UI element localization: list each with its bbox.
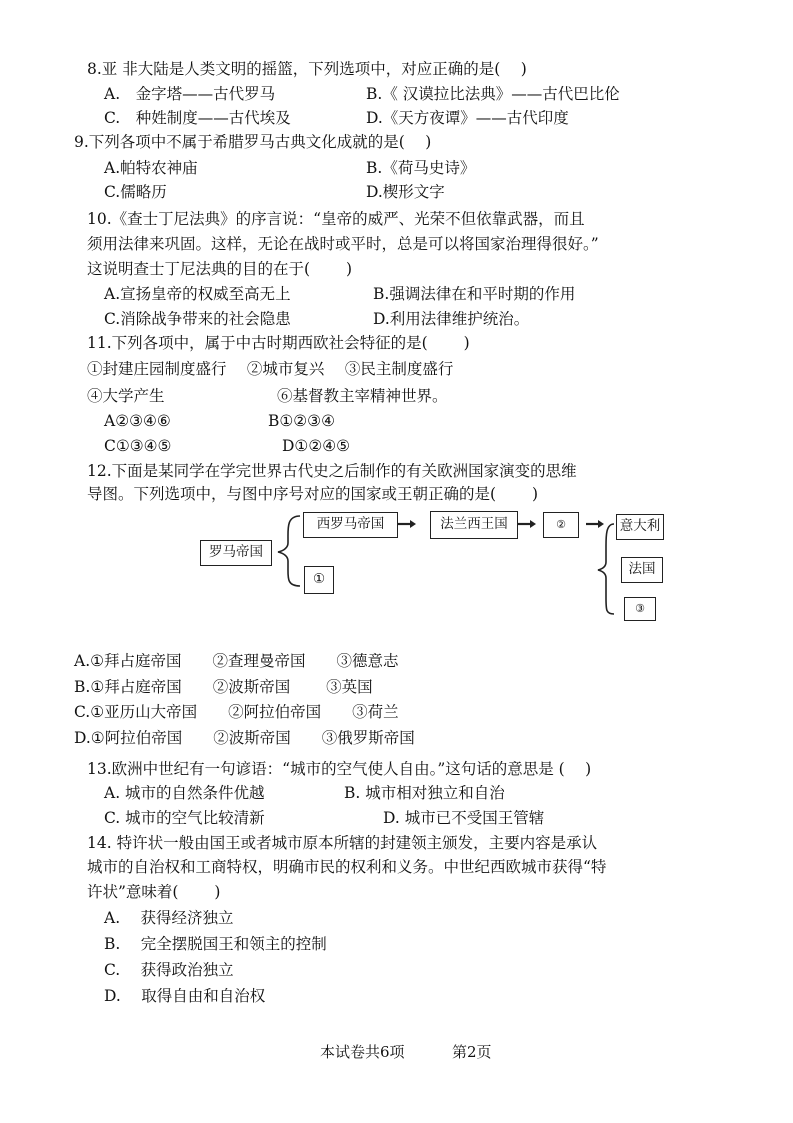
q12-option-c: C.①亚历山大帝国 ②阿拉伯帝国 ③荷兰 (74, 703, 399, 721)
q9-option-c: C.儒略历 (104, 183, 167, 201)
node-italy-label: 意大利 (619, 518, 661, 534)
q14-stem-line1: 14. 特许状一般由国王或者城市原本所辖的封建领主颁发，主要内容是承认 (87, 834, 598, 852)
q13-option-b: B. 城市相对独立和自治 (344, 784, 505, 802)
q10-stem-line1: 10.《查士丁尼法典》的序言说：“皇帝的威严、光荣不但依靠武器，而且 (87, 210, 585, 228)
q8-stem: 8.亚 非大陆是人类文明的摇篮，下列选项中，对应正确的是( ) (87, 60, 527, 78)
q11-option-a: A②③④⑥ (104, 412, 171, 430)
node-roman-empire-label: 罗马帝国 (209, 544, 263, 560)
q11-items-row2a: ④大学产生 (87, 387, 165, 405)
q14-option-a: A. 获得经济独立 (104, 909, 234, 927)
node-mark-2-label: ② (556, 518, 566, 531)
q10-option-b: B.强调法律在和平时期的作用 (373, 285, 576, 303)
q11-items-row1: ①封建庄园制度盛行 ②城市复兴 ③民主制度盛行 (87, 360, 454, 378)
q8-option-a: A. 金字塔——古代罗马 (104, 85, 276, 103)
node-western-roman-empire (303, 512, 398, 538)
q11-stem: 11.下列各项中，属于中古时期西欧社会特征的是( ) (87, 334, 470, 352)
q13-option-a: A. 城市的自然条件优越 (104, 784, 265, 802)
footer-page-number: 第2页 (452, 1043, 492, 1061)
q9-stem: 9.下列各项中不属于希腊罗马古典文化成就的是( ) (74, 133, 432, 151)
q9-option-b: B.《荷马史诗》 (366, 159, 476, 177)
node-mark-3-label: ③ (635, 602, 645, 615)
q14-option-d: D. 取得自由和自治权 (104, 987, 266, 1005)
q10-option-d: D.利用法律维护统治。 (373, 310, 530, 328)
q10-option-c: C.消除战争带来的社会隐患 (104, 310, 291, 328)
node-france (621, 557, 663, 583)
node-france-label: 法国 (628, 561, 656, 577)
q9-option-d: D.楔形文字 (366, 183, 445, 201)
q11-option-b: B①②③④ (268, 412, 335, 430)
q13-stem: 13.欧洲中世纪有一句谚语：“城市的空气使人自由。”这句话的意思是 ( ) (87, 760, 592, 778)
q14-stem-line3: 许状”意味着( ) (87, 883, 221, 901)
node-mark-1 (304, 566, 334, 594)
q11-option-d: D①②④⑤ (282, 437, 351, 455)
footer-total-items: 本试卷共6项 (320, 1043, 405, 1061)
q10-stem-line2: 须用法律来巩固。这样，无论在战时或平时，总是可以将国家治理得很好。” (87, 235, 599, 253)
q11-items-row2b: ⑥基督教主宰精神世界。 (277, 387, 448, 405)
q8-option-d: D.《天方夜谭》——古代印度 (366, 109, 569, 127)
q8-option-c: C. 种姓制度——古代埃及 (104, 109, 291, 127)
q12-option-b: B.①拜占庭帝国 ②波斯帝国 ③英国 (74, 678, 373, 696)
q13-option-c: C. 城市的空气比较清新 (104, 809, 265, 827)
q9-option-a: A.帕特农神庙 (104, 159, 198, 177)
node-mark-3 (624, 597, 656, 621)
node-frankish-kingdom (430, 511, 518, 539)
q10-option-a: A.宣扬皇帝的权威至高无上 (104, 285, 291, 303)
q10-stem-line3: 这说明查士丁尼法典的目的在于( ) (87, 260, 353, 278)
node-roman-empire (200, 540, 272, 566)
q14-option-b: B. 完全摆脱国王和领主的控制 (104, 935, 327, 953)
q12-stem-line1: 12.下面是某同学在学完世界古代史之后制作的有关欧洲国家演变的思维 (87, 462, 577, 480)
node-italy (616, 514, 664, 540)
q14-option-c: C. 获得政治独立 (104, 961, 234, 979)
q8-option-b: B.《 汉谟拉比法典》——古代巴比伦 (366, 85, 620, 103)
q11-option-c: C①③④⑤ (104, 437, 172, 455)
q13-option-d: D. 城市已不受国王管辖 (383, 809, 545, 827)
node-frankish-kingdom-label: 法兰西王国 (440, 516, 508, 532)
q12-option-d: D.①阿拉伯帝国 ②波斯帝国 ③俄罗斯帝国 (74, 729, 415, 747)
node-mark-1-label: ① (312, 571, 326, 587)
q12-stem-line2: 导图。下列选项中，与图中序号对应的国家或王朝正确的是( ) (87, 485, 539, 503)
node-mark-2 (543, 512, 579, 538)
q14-stem-line2: 城市的自治权和工商特权，明确市民的权利和义务。中世纪西欧城市获得“特 (87, 858, 607, 876)
q12-option-a: A.①拜占庭帝国 ②查理曼帝国 ③德意志 (74, 652, 399, 670)
node-western-roman-empire-label: 西罗马帝国 (316, 516, 385, 532)
